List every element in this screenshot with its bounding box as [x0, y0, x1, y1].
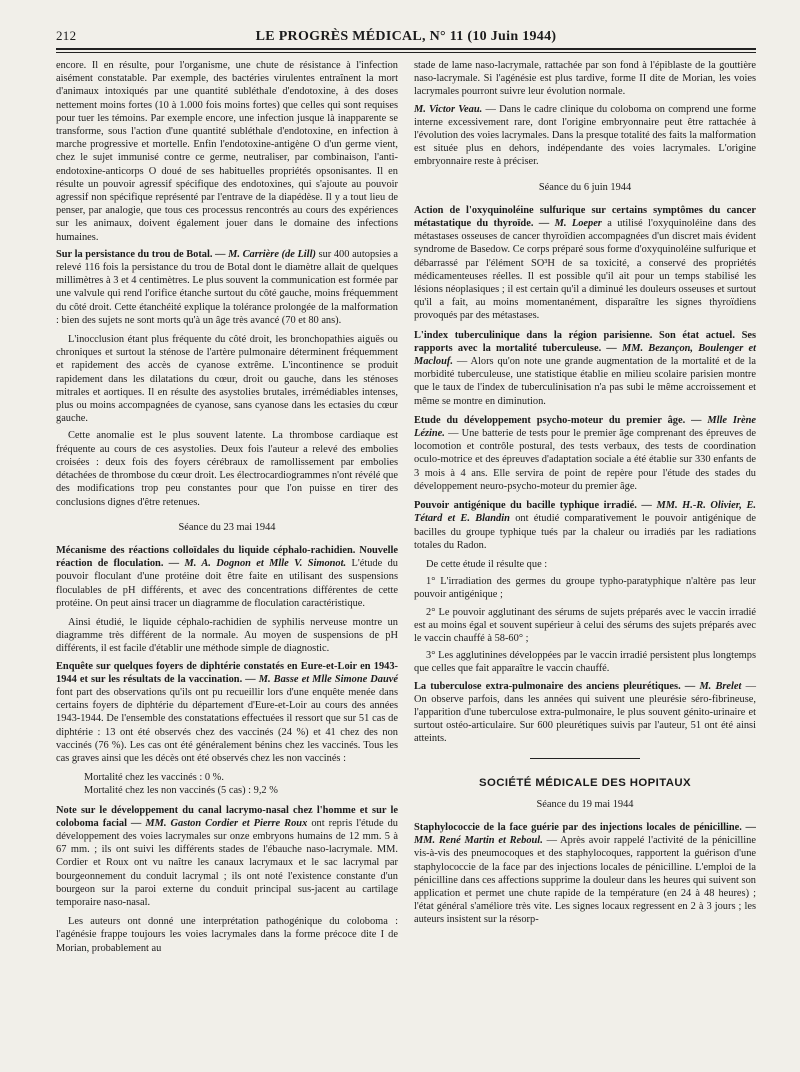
article-title: Note sur le développement du canal lacrymo-nasal chez l'homme et sur le coloboma facial	[56, 804, 398, 829]
article-text: — Dans le cadre clinique du coloboma on comprend une forme interne excessivement rare, dont l'origine embryonnaire peut être rattachée à l'évolution des voies lacrymales. Dans la presque totalité des faits la malformation est située plus en dehors, indépendante des voies lacrymales. L'origine embryonnaire reste à préciser.	[414, 103, 757, 168]
list-item: 1° L'irradiation des germes du groupe typho-paratyphique n'altère pas leur pouvoir antigénique ;	[414, 576, 756, 601]
right-column	[414, 59, 756, 959]
article-text: — Une batterie de tests pour le premier âge comprenant des épreuves de locomotion et contrôle postural, des tests verbaux, des tests de coordination oculo-motrice et des épreuves d'adaptation sociale a été établie sur 330 enfants de 3 mois à 4 ans. Elle servira de point de repère pour l'étude des stades du développement neuro-psycho-moteur du premier âge.	[414, 428, 756, 492]
article-title: La tuberculose extra-pulmonaire des anciens pleurétiques.	[414, 680, 681, 692]
article-tuberculinique	[414, 329, 756, 408]
header-rule-thin	[56, 52, 756, 53]
article-text: — On observe parfois, dans les années qui suivent une pleurésie séro-fibrineuse, l'apparition d'une tuberculose extra-pulmonaire, le plus souvent génito-urinaire et surtout ostéo-articulaire. Sur 600 pleurétiques suivis par l'auteur, 51 ont été ainsi atteints.	[414, 680, 756, 745]
article-text: ont étudié comparativement le pouvoir antigénique de bacilles du groupe typhique tués par la chaleur ou irradiés par les radiations totales du Radon.	[414, 513, 756, 551]
article-author: — MM. Gaston Cordier et Pierre Roux	[131, 817, 308, 829]
article-typhique	[414, 499, 756, 552]
article-author: — Mlle Irène Lézine.	[414, 414, 756, 440]
intro-paragraph: encore. Il en résulte, pour l'organisme, une chute de résistance à l'infection aisément constatable. Par exemple, des bactéries virulentes entraînent la mort d'animaux intoxiqués par une quantité subléthale d'endotoxine, à des doses nettement moins fortes (10 à 1.000 fois moins fortes) que celles qui sont requises pour tuer les témoins. Par exemple encore, une infection jusque là inapparente se transforme, sous l'action d'une quantité subléthale d'endotoxine, en infection à marche progressive et mortelle. Enfin l'endotoxine-antigène O d'un germe vient, chez le sujet immunisé contre ce germe, neutraliser, par combinaison, l'anti-endotoxine-anticorps O doué de ses habituelles propriétés opsonisantes. Il en résulte un pouvoir agressif spécifique des endotoxines, qui s'ajoute au pouvoir agressif non spécifique représenté par l'entrave de la diapédèse. Il y a tout lieu de penser, par analogie, que tous ces processus rencontrés au cours des expériences sur les animaux, doivent également jouer dans le domaine des infections humaines.	[56, 60, 398, 243]
article-text: ont repris l'étude du développement des voies lacrymales sur onze embryons humains de 12 mm. 5 à 67 mm. ; ils ont suivi les différents stades de l'ébauche naso-lacrymale. MM. Cordier et Roux ont vu naître les canaux lacrymaux et le sac lacrymal par bourgeonnement du conduit lacrymal ; ils ont noté l'existence constante d'un bourgeon sur la paroi externe du conduit principal sus-jacent au cartilage temporaire naso-nasal.	[56, 817, 398, 908]
article-author: — M. A. Dognon et Mlle V. Simonot.	[168, 558, 347, 570]
article-lacrymal	[56, 804, 398, 910]
article-author: — MM. H.-R. Olivier, E. Tétard et E. Blandin	[414, 500, 756, 525]
article-text: L'étude du pouvoir floculant d'une protéine doit être faite en utilisant des suspensions floculables de pH différents, et avec des concentrations différentes de cette protéine. On peut ainsi tracer un diagramme de floculation caractéristique.	[56, 558, 398, 609]
article-floculation	[56, 544, 398, 610]
article-title: Sur la persistance du trou de Botal.	[56, 248, 213, 260]
article-pleuretiques	[414, 680, 756, 746]
session-date: Séance du 19 mai 1944	[536, 798, 634, 810]
page-number: 212	[56, 28, 77, 43]
article-text: font part des observations qu'ils ont pu recueillir lors d'une enquête menée dans certains foyers de diphtérie du département d'Eure-et-Loir au cours des années 1943-1944. De l'ensemble des constatations effectuées il ressort que sur 51 cas de diphtérie : 13 ont été observés chez des vaccinés (24 %) et 41 chez des non vaccinés (76 %). Les cas ont été généralement bénins chez les vaccinés. Tous les cas graves ainsi que les décès ont été observés chez les non vaccinés :	[56, 686, 398, 764]
article-title: Enquête sur quelques foyers de diphtérie constatés en Eure-et-Loir en 1943-1944 et sur les résultats de la vaccination.	[56, 660, 398, 685]
article-staphylococcie	[414, 821, 756, 927]
article-author: — M. Carrière (de Lill)	[215, 248, 316, 260]
paragraph: Les auteurs ont donné une interprétation pathogénique du coloboma : l'agénésie frappe toujours les voies lacrymales dans la forme précoce dite I de Morian, probablement au	[56, 916, 398, 954]
article-veau	[414, 103, 756, 169]
list-item: 3° Les agglutinines développées par le vaccin irradié persistent plus longtemps que celles que fait apparaître le vaccin chauffé.	[414, 650, 756, 675]
society-heading: SOCIÉTÉ MÉDICALE DES HOPITAUX	[478, 776, 691, 789]
article-text: a utilisé l'oxyquinoléine dans des métastases osseuses de cancer thyroïdien accompagnées d'un discret mais évident syndrome de Basedow. Ce corps préparé sous forme d'oxyquinoléine sulfurique et débarrassé par l'élément SO³H de sa toxicité, a conservé des propriétés médicamenteuses réelles. Il est possible qu'il ait pour un temps stabilisé les lésions néoplasiques ; il est certain qu'il a diminué les douleurs osseuses et surtout qu'il a fait, au moins momentanément, disparaître les signes thyroïdiens provoqués par des métastases.	[414, 218, 756, 322]
article-text: — Après avoir rappelé l'activité de la pénicilline vis-à-vis des pneumocoques et des staphylocoques, rapportent la guérison d'une staphylococcie de la face par des injections locales de pénicilline. L'emploi de la pénicilline dans ces affections supprime la douleur dans les heures qui suivent son application et permet une chute rapide de la température (en 24 à 48 heures) ; l'état général s'améliore très vite. Les signes locaux regressent en 2 à 3 jours ; les auteurs insistent sur la résorp-	[414, 835, 756, 926]
article-author: — MM. Bezançon, Boulenger et Maclouf.	[414, 342, 756, 368]
article-author: — M. Loeper	[538, 218, 602, 230]
article-title: Pouvoir antigénique du bacille typhique irradié.	[414, 500, 637, 512]
session-date: Séance du 6 juin 1944	[538, 181, 632, 193]
article-thyroide	[414, 204, 756, 323]
mortality-line: Mortalité chez les non vaccinés (5 cas) : 9,2 %	[84, 785, 278, 797]
article-author: — M. Basse et Mlle Simone Dauvé	[245, 673, 398, 685]
article-author: — MM. René Martin et Reboul.	[414, 821, 756, 847]
article-author: M. Victor Veau.	[414, 103, 483, 115]
section-separator	[530, 758, 640, 759]
paragraph: Ainsi étudié, le liquide céphalo-rachidien de syphilis nerveuse montre un diagramme très différent de la normale. Au moyen de suspensions de pH différents, il est facile d'établir une méthode simple de diagnostic.	[56, 616, 398, 655]
article-psychomoteur	[414, 414, 756, 493]
article-title: Staphylococcie de la face guérie par des injections locales de pénicilline.	[414, 821, 742, 833]
journal-title: LE PROGRÈS MÉDICAL, N° 11 (10 Juin 1944)	[255, 29, 557, 44]
article-title: Action de l'oxyquinoléine sulfurique sur certains symptômes du cancer métastatique du thyroïde.	[414, 204, 756, 230]
article-botal	[56, 248, 398, 327]
article-author: — M. Brelet	[684, 680, 742, 692]
running-header	[56, 28, 756, 45]
article-title: L'index tuberculinique dans la région parisienne. Son état actuel. Ses rapports avec la mortalité tuberculeuse.	[414, 329, 756, 354]
paragraph: De cette étude il résulte que :	[426, 558, 548, 570]
header-rule	[56, 48, 756, 50]
list-item: 2° Le pouvoir agglutinant des sérums de sujets préparés avec le vaccin irradié est au moins égal et souvent supérieur à celui des sérums des sujets préparés avec le vaccin chauffé à 58-60° ;	[414, 606, 756, 644]
two-column-body	[56, 59, 756, 959]
article-text: sur 400 autopsies a relevé 116 fois la persistance du trou de Botal dont le diamètre allait de quelques millimètres à 3 et 4 centimètres. Le plus souvent la communication est formée par une valvule qui rend l'orifice étanche surtout du côté gauche, moins fréquemment du côté droit. Cette étanchéité explique la tolérance prolongée de la malformation : bien des sujets ne sont morts qu'à un âge très avancé (70 et 80 ans).	[56, 248, 398, 326]
paragraph: L'inocclusion étant plus fréquente du côté droit, les bronchopathies aiguës ou chroniques et surtout la sténose de l'artère pulmonaire déterminent fréquemment et rapidement des accès de cyanose extrême. L'incontinence se produit rapidement dans les dilatations du cœur, droit ou gauche, dans les sténoses mitrales et aortiques. Il en résulte des asystolies brutales, irrémédiables intenses, plus ou moins accompagnées de cyanose, sans cyanose dans les ectasies du cœur gauche.	[56, 334, 398, 425]
mortality-line: Mortalité chez les vaccinés : 0 %.	[84, 772, 224, 784]
paragraph: Cette anomalie est le plus souvent latente. La thrombose cardiaque est fréquente au cours de ces asystolies. Deux fois l'auteur a relevé des embolies croisées : deux fois des foyers cérébraux de ramollissement par embolies détachées de thrombose du cœur droit. Les électrocardiogrammes n'ont révélé que des modifications trop peu constantes pour que l'on puisse en tirer des conclusions dignes d'être retenues.	[56, 430, 398, 508]
session-date: Séance du 23 mai 1944	[178, 521, 276, 533]
left-column	[56, 59, 398, 959]
continued-paragraph: stade de lame naso-lacrymale, rattachée par son fond à l'épiblaste de la gouttière naso-lacrymale. Si l'agénésie est plus tardive, forme II dite de Morian, les voies lacrymales pourront suivre leur évolution normale.	[414, 60, 756, 98]
article-title: Mécanisme des réactions colloïdales du liquide céphalo-rachidien. Nouvelle réaction de floculation.	[56, 544, 398, 570]
article-title: Etude du développement psycho-moteur du premier âge.	[414, 414, 686, 426]
article-text: — Alors qu'on note une grande augmentation de la mortalité et de la morbidité tuberculeuse, une statistique établie en milieu scolaire parisien montre que le taux de l'index de tuberculinisation n'a pas subi le même accroissement et même se montre en diminution.	[414, 356, 756, 407]
article-diphterie	[56, 660, 398, 766]
